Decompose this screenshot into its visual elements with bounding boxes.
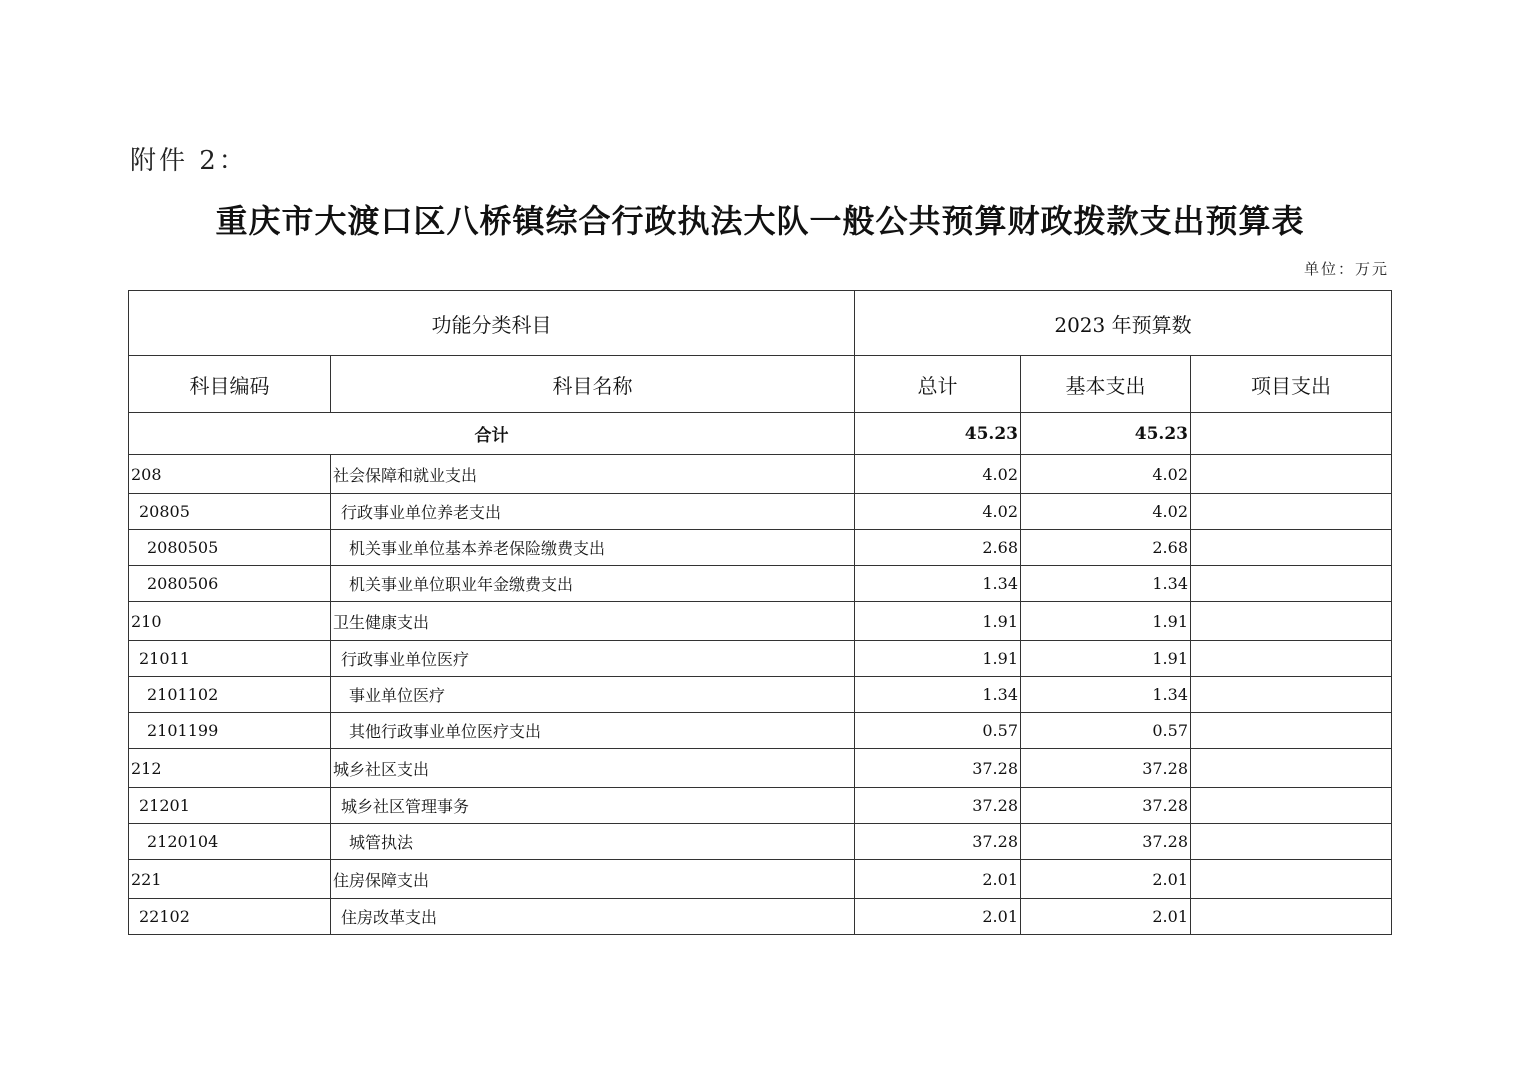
amount-total: 1.91 [855, 602, 1021, 641]
subject-code: 2080506 [129, 566, 331, 602]
subject-code: 2101102 [129, 677, 331, 713]
header-function-group: 功能分类科目 [129, 291, 855, 356]
header-name: 科目名称 [331, 356, 855, 413]
subject-code: 2101199 [129, 713, 331, 749]
amount-project [1191, 455, 1392, 494]
amount-project [1191, 860, 1392, 899]
header-row-group [129, 291, 1392, 356]
amount-total: 2.68 [855, 530, 1021, 566]
header-total: 总计 [855, 356, 1021, 413]
amount-total: 0.57 [855, 713, 1021, 749]
subject-name: 住房保障支出 [331, 860, 855, 899]
table-row [129, 860, 1392, 899]
table-row [129, 530, 1392, 566]
table-row [129, 788, 1392, 824]
amount-basic: 0.57 [1021, 713, 1191, 749]
subject-code: 208 [129, 455, 331, 494]
subject-name: 住房改革支出 [331, 899, 855, 935]
header-row-columns [129, 356, 1392, 413]
subject-code: 21011 [129, 641, 331, 677]
subject-code: 21201 [129, 788, 331, 824]
amount-basic: 1.34 [1021, 677, 1191, 713]
table-row [129, 713, 1392, 749]
table-row [129, 494, 1392, 530]
subject-code: 2080505 [129, 530, 331, 566]
subject-name: 卫生健康支出 [331, 602, 855, 641]
amount-project [1191, 494, 1392, 530]
table-row [129, 899, 1392, 935]
budget-table [128, 290, 1392, 935]
amount-basic: 37.28 [1021, 788, 1191, 824]
amount-total: 37.28 [855, 788, 1021, 824]
total-row [129, 413, 1392, 455]
amount-basic: 4.02 [1021, 494, 1191, 530]
amount-total: 4.02 [855, 455, 1021, 494]
subject-name: 机关事业单位基本养老保险缴费支出 [331, 530, 855, 566]
amount-project [1191, 677, 1392, 713]
subject-name: 城管执法 [331, 824, 855, 860]
total-total: 45.23 [855, 413, 1021, 455]
subject-code: 210 [129, 602, 331, 641]
amount-basic: 4.02 [1021, 455, 1191, 494]
subject-name: 城乡社区管理事务 [331, 788, 855, 824]
amount-project [1191, 749, 1392, 788]
header-basic: 基本支出 [1021, 356, 1191, 413]
attachment-label: 附件 2： [130, 146, 248, 176]
subject-name: 其他行政事业单位医疗支出 [331, 713, 855, 749]
amount-basic: 1.34 [1021, 566, 1191, 602]
amount-project [1191, 824, 1392, 860]
table-row [129, 602, 1392, 641]
table-row [129, 824, 1392, 860]
subject-name: 城乡社区支出 [331, 749, 855, 788]
subject-name: 行政事业单位养老支出 [331, 494, 855, 530]
amount-total: 2.01 [855, 860, 1021, 899]
table-row [129, 749, 1392, 788]
subject-name: 社会保障和就业支出 [331, 455, 855, 494]
amount-basic: 1.91 [1021, 641, 1191, 677]
document-title: 重庆市大渡口区八桥镇综合行政执法大队一般公共预算财政拨款支出预算表 [215, 202, 1305, 240]
amount-basic: 37.28 [1021, 824, 1191, 860]
amount-basic: 37.28 [1021, 749, 1191, 788]
table-row [129, 677, 1392, 713]
amount-total: 1.34 [855, 677, 1021, 713]
amount-project [1191, 530, 1392, 566]
subject-code: 212 [129, 749, 331, 788]
subject-code: 22102 [129, 899, 331, 935]
amount-total: 37.28 [855, 824, 1021, 860]
table-row [129, 566, 1392, 602]
amount-project [1191, 788, 1392, 824]
total-basic: 45.23 [1021, 413, 1191, 455]
amount-project [1191, 713, 1392, 749]
amount-total: 4.02 [855, 494, 1021, 530]
amount-basic: 2.01 [1021, 899, 1191, 935]
table-row [129, 455, 1392, 494]
header-budget-group: 2023 年预算数 [855, 291, 1392, 356]
amount-basic: 1.91 [1021, 602, 1191, 641]
table-row [129, 641, 1392, 677]
unit-label: 单位：万元 [1303, 260, 1389, 278]
amount-project [1191, 641, 1392, 677]
subject-code: 2120104 [129, 824, 331, 860]
subject-code: 221 [129, 860, 331, 899]
total-project [1191, 413, 1392, 455]
subject-name: 事业单位医疗 [331, 677, 855, 713]
subject-code: 20805 [129, 494, 331, 530]
amount-total: 37.28 [855, 749, 1021, 788]
amount-basic: 2.68 [1021, 530, 1191, 566]
header-code: 科目编码 [129, 356, 331, 413]
amount-total: 1.34 [855, 566, 1021, 602]
amount-project [1191, 602, 1392, 641]
total-label: 合计 [129, 413, 855, 455]
amount-basic: 2.01 [1021, 860, 1191, 899]
subject-name: 机关事业单位职业年金缴费支出 [331, 566, 855, 602]
amount-project [1191, 899, 1392, 935]
amount-total: 1.91 [855, 641, 1021, 677]
amount-total: 2.01 [855, 899, 1021, 935]
subject-name: 行政事业单位医疗 [331, 641, 855, 677]
header-project: 项目支出 [1191, 356, 1392, 413]
amount-project [1191, 566, 1392, 602]
